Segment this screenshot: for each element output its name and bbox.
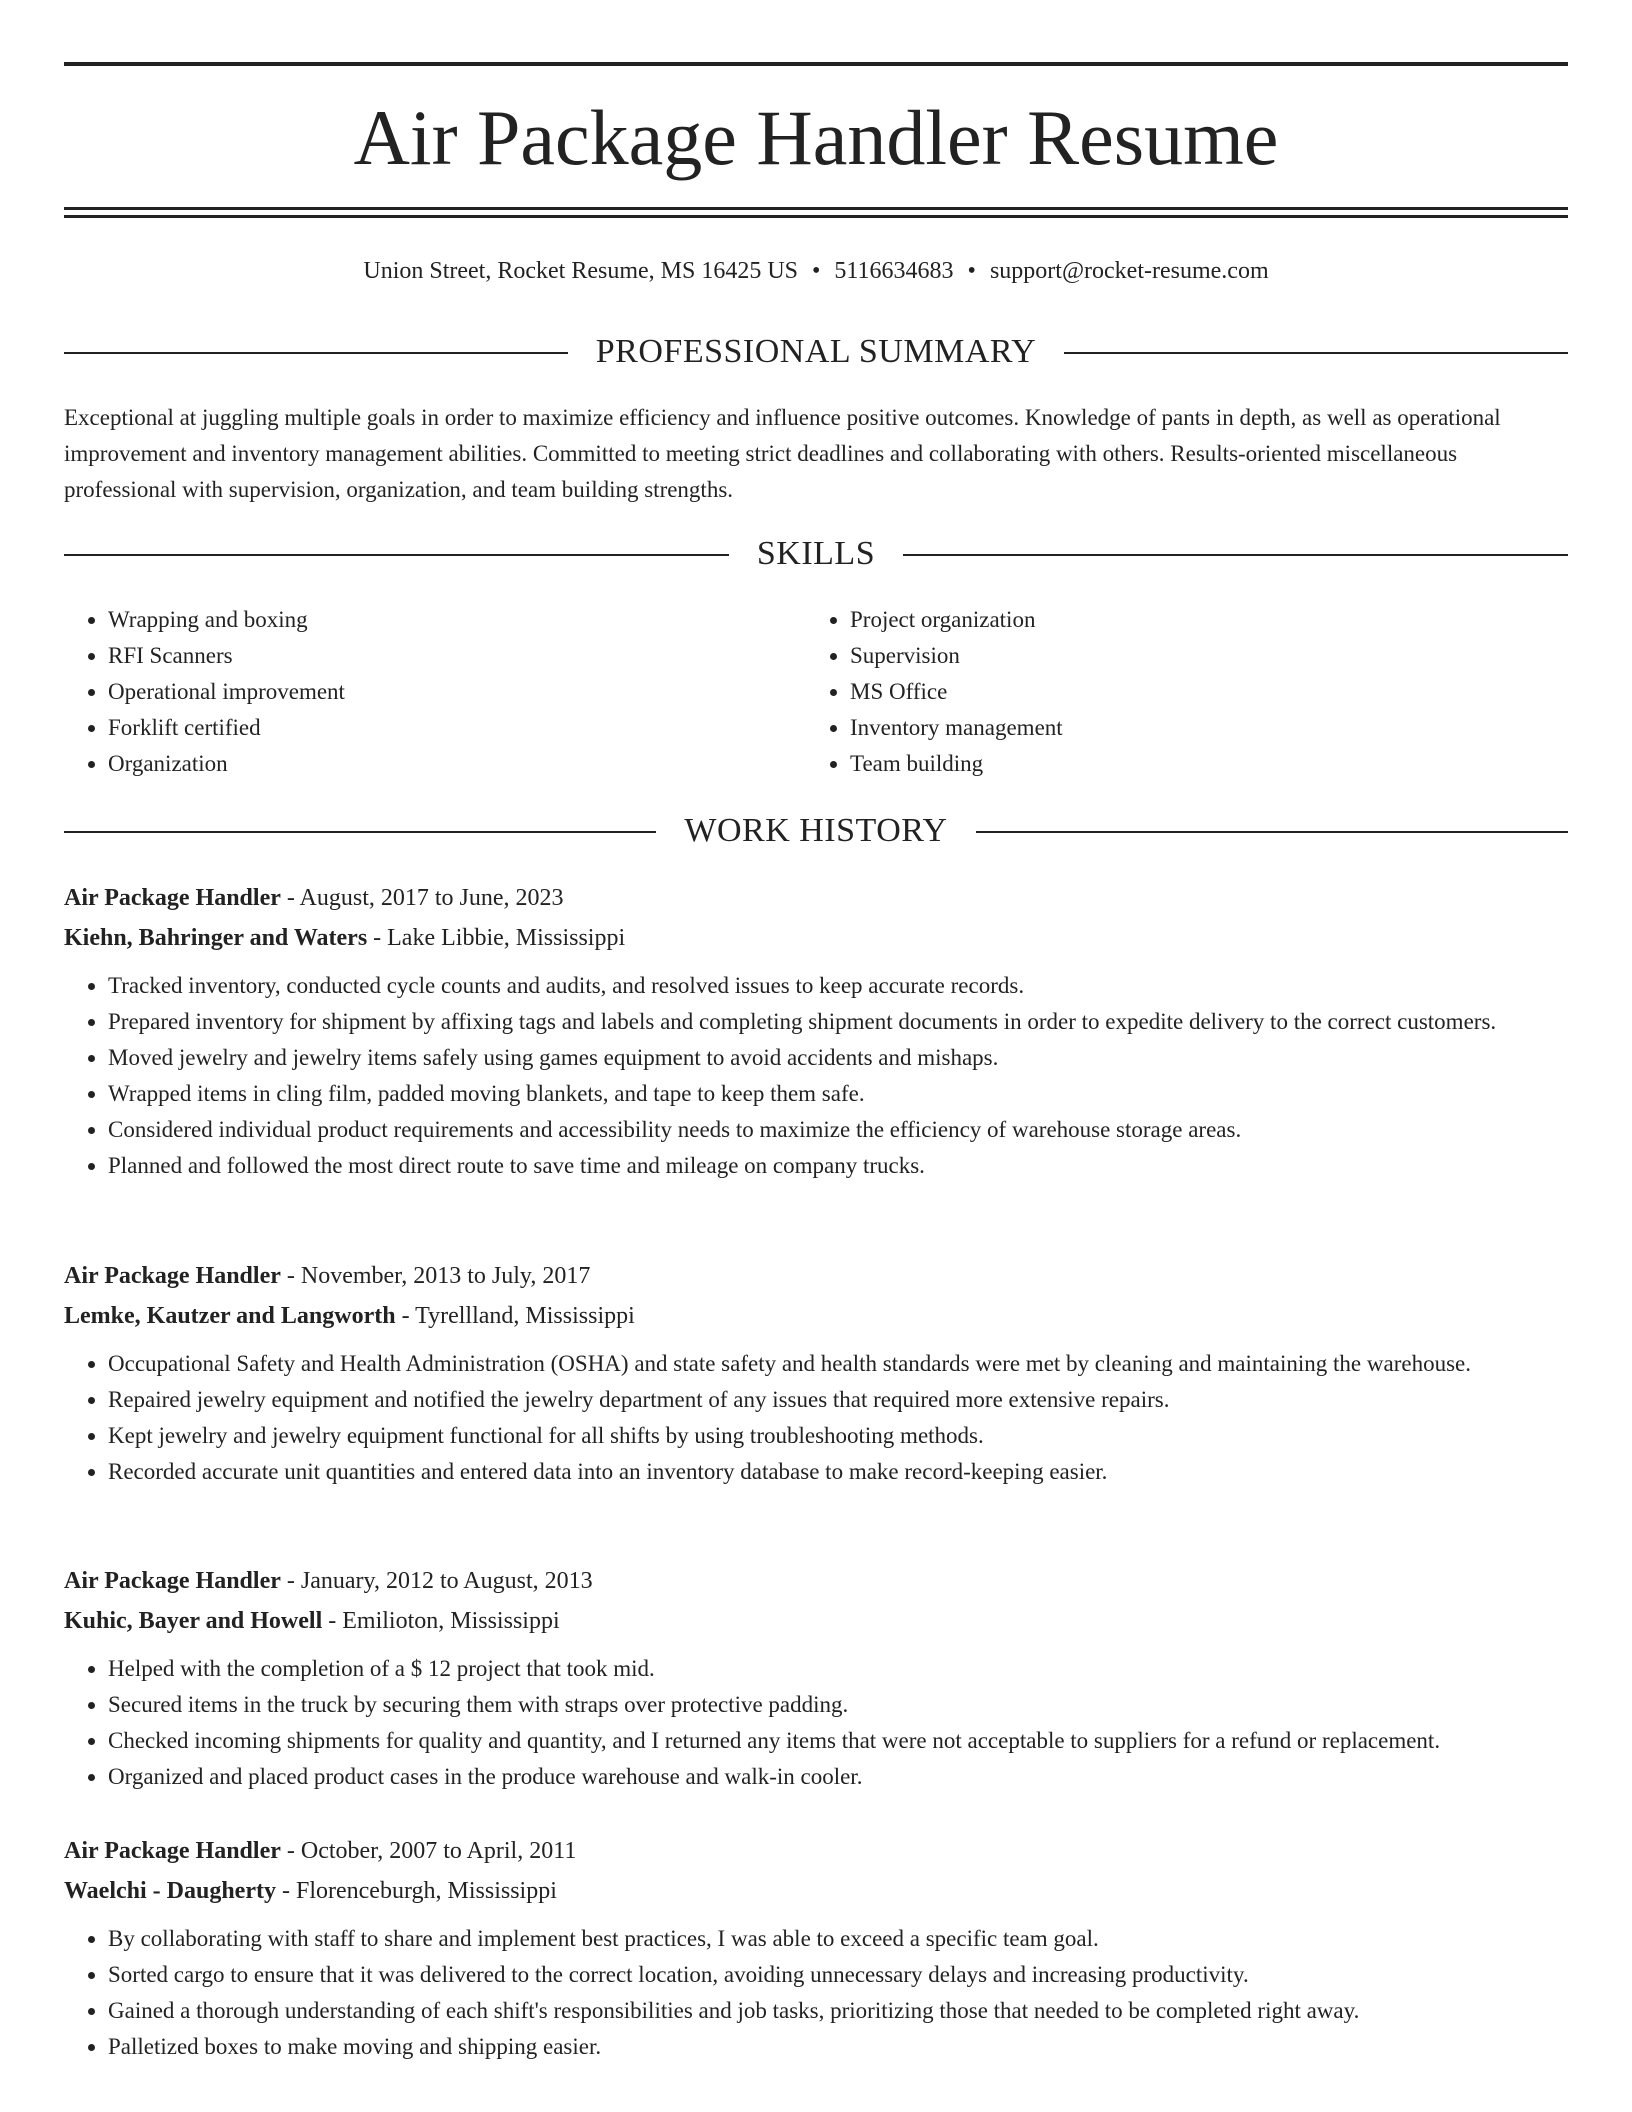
contact-address: Union Street, Rocket Resume, MS 16425 US — [363, 258, 799, 284]
job-duty: • Occupational Safety and Health Administration (OSHA) and state safety and health standards were met by cleaning and maintaining the warehouse. — [108, 1346, 1568, 1382]
job-duty: • Sorted cargo to ensure that it was delivered to the correct location, avoiding unnecessary delays and increasing productivity. — [108, 1957, 1568, 1993]
contact-separator: • — [967, 258, 976, 284]
job-dates: - August, 2017 to June, 2023 — [280, 885, 564, 911]
job-duty: • Repaired jewelry equipment and notified the jewelry department of any issues that required more extensive repairs. — [108, 1382, 1568, 1418]
job-company: Lemke, Kautzer and Langworth — [64, 1303, 396, 1329]
job-duty: • By collaborating with staff to share and implement best practices, I was able to exceed a specific team goal. — [108, 1921, 1568, 1957]
job-duty: • Checked incoming shipments for quality and quantity, and I returned any items that were not acceptable to suppliers for a refund or replacement. — [108, 1723, 1568, 1759]
work-heading: WORK HISTORY — [656, 812, 975, 849]
job-entry — [64, 1256, 1568, 1490]
job-title-line — [64, 1256, 1568, 1296]
skill-item: • MS Office — [850, 674, 1550, 710]
job-duties — [64, 1346, 1568, 1490]
summary-text: Exceptional at juggling multiple goals in order to maximize efficiency and influence positive outcomes. Knowledge of pants in depth, as well as operational improvement and inventory management abilities. Committed to meeting strict deadlines and collaborating with others. Results-oriented miscellaneous professional with supervision, organization, and team building strengths. — [64, 405, 1501, 502]
skills-section-header — [64, 532, 1568, 576]
job-duty: • Recorded accurate unit quantities and entered data into an inventory database to make record-keeping easier. — [108, 1454, 1568, 1490]
job-company: Waelchi - Daugherty — [64, 1878, 276, 1904]
job-title-line — [64, 1831, 1568, 1871]
summary-section-header — [64, 330, 1568, 374]
job-duty: • Planned and followed the most direct route to save time and mileage on company trucks. — [108, 1148, 1568, 1184]
job-duty: • Organized and placed product cases in the produce warehouse and walk-in cooler. — [108, 1759, 1568, 1795]
job-title-line — [64, 1561, 1568, 1601]
contact-email: support@rocket-resume.com — [989, 258, 1269, 284]
job-company-line — [64, 1296, 1568, 1336]
job-company: Kuhic, Bayer and Howell — [64, 1608, 323, 1634]
job-dates: - January, 2012 to August, 2013 — [280, 1568, 593, 1594]
job-duty: • Gained a thorough understanding of each shift's responsibilities and job tasks, prioritizing those that needed to be completed right away. — [108, 1993, 1568, 2029]
contact-separator: • — [812, 258, 821, 284]
job-company: Kiehn, Bahringer and Waters — [64, 925, 368, 951]
skill-item: • Organization — [108, 746, 808, 782]
job-title: Air Package Handler — [64, 1263, 281, 1289]
job-duty: • Moved jewelry and jewelry items safely using games equipment to avoid accidents and mishaps. — [108, 1040, 1568, 1076]
job-duty: • Palletized boxes to make moving and shipping easier. — [108, 2029, 1568, 2065]
summary-heading: PROFESSIONAL SUMMARY — [568, 333, 1064, 370]
skills-heading: SKILLS — [729, 535, 903, 572]
job-entry — [64, 1831, 1568, 2065]
job-duties — [64, 968, 1568, 1184]
skill-item: • Inventory management — [850, 710, 1550, 746]
title-rule-upper — [64, 207, 1568, 210]
job-duty: • Secured items in the truck by securing them with straps over protective padding. — [108, 1687, 1568, 1723]
job-dates: - October, 2007 to April, 2011 — [280, 1838, 577, 1864]
job-title: Air Package Handler — [64, 1568, 281, 1594]
job-duty: • Prepared inventory for shipment by affixing tags and labels and completing shipment documents in order to expedite delivery to the correct customers. — [108, 1004, 1568, 1040]
skill-item: • Operational improvement — [108, 674, 808, 710]
job-company-line — [64, 918, 1568, 958]
job-duty: • Considered individual product requirements and accessibility needs to maximize the efficiency of warehouse storage areas. — [108, 1112, 1568, 1148]
job-duties — [64, 1651, 1568, 1795]
resume-title: Air Package Handler Resume — [353, 94, 1279, 181]
job-duties — [64, 1921, 1568, 2065]
skills-column-left — [64, 602, 808, 782]
job-company-line — [64, 1601, 1568, 1641]
job-location: - Florenceburgh, Mississippi — [275, 1878, 557, 1904]
top-rule — [64, 62, 1568, 66]
skill-item: • RFI Scanners — [108, 638, 808, 674]
contact-phone: 5116634683 — [834, 258, 954, 284]
job-location: - Lake Libbie, Mississippi — [367, 925, 626, 951]
job-title: Air Package Handler — [64, 1838, 281, 1864]
job-entry — [64, 1561, 1568, 1795]
skill-item: • Forklift certified — [108, 710, 808, 746]
job-duty: • Helped with the completion of a $ 12 project that took mid. — [108, 1651, 1568, 1687]
job-title: Air Package Handler — [64, 885, 281, 911]
work-section-header — [64, 809, 1568, 853]
job-entry — [64, 878, 1568, 1184]
job-company-line — [64, 1871, 1568, 1911]
title-rule-lower — [64, 215, 1568, 218]
job-title-line — [64, 878, 1568, 918]
job-location: - Tyrellland, Mississippi — [395, 1303, 635, 1329]
skill-item: • Supervision — [850, 638, 1550, 674]
skill-item: • Team building — [850, 746, 1550, 782]
skill-item: • Wrapping and boxing — [108, 602, 808, 638]
contact-line — [64, 254, 1568, 288]
job-duty: • Kept jewelry and jewelry equipment functional for all shifts by using troubleshooting methods. — [108, 1418, 1568, 1454]
skill-item: • Project organization — [850, 602, 1550, 638]
job-location: - Emilioton, Mississippi — [322, 1608, 560, 1634]
job-duty: • Wrapped items in cling film, padded moving blankets, and tape to keep them safe. — [108, 1076, 1568, 1112]
job-duty: • Tracked inventory, conducted cycle counts and audits, and resolved issues to keep accurate records. — [108, 968, 1568, 1004]
skills-column-right — [806, 602, 1550, 782]
job-dates: - November, 2013 to July, 2017 — [280, 1263, 591, 1289]
